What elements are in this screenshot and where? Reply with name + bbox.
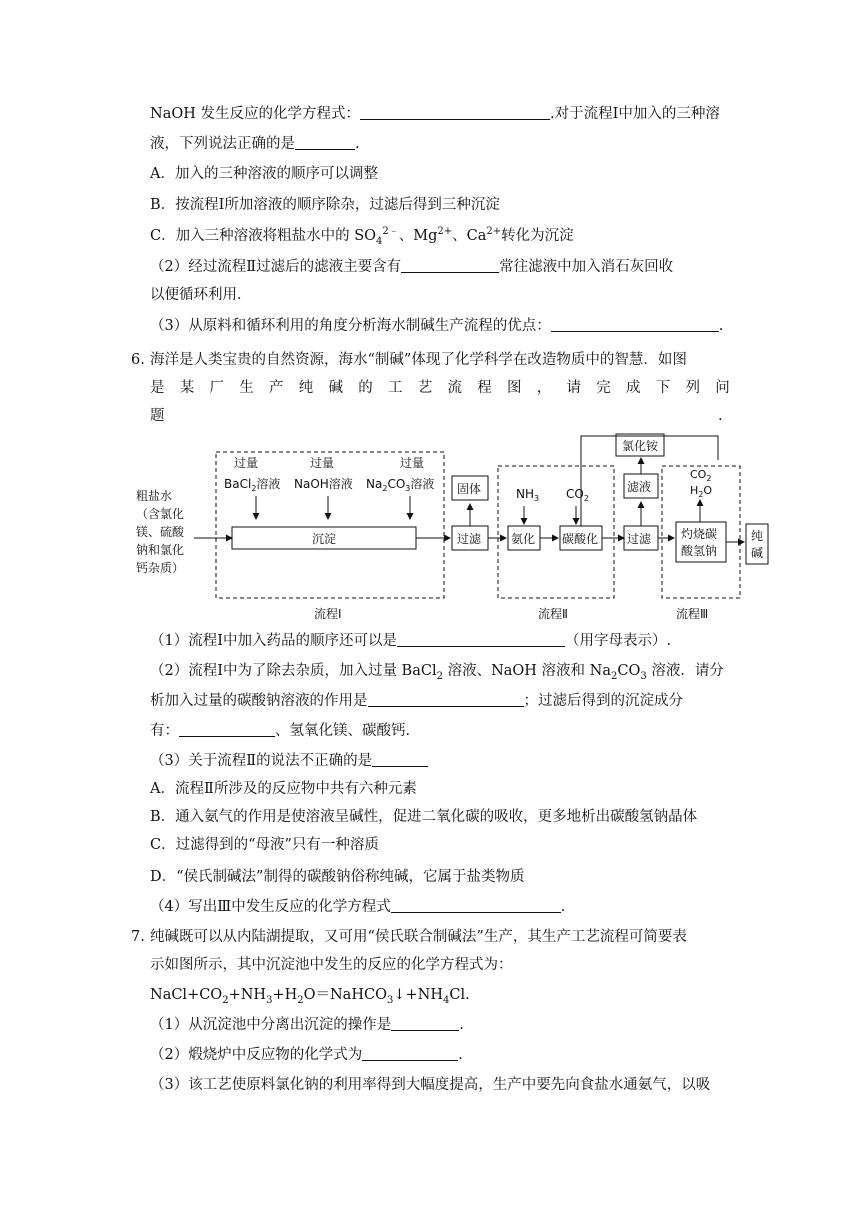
text: 转化为沉淀 (501, 228, 574, 244)
nh3-label: $NH_3$ (516, 487, 540, 503)
q7-line1: 纯碱既可以从内陆湖提取，又可用“侯氏联合制碱法”生产，其生产工艺流程可简要表 (150, 929, 687, 945)
justified-char: 列 (685, 380, 700, 396)
justified-char: 工 (388, 380, 403, 396)
q5-prompt-line (150, 134, 730, 154)
text: CO (617, 663, 641, 679)
q6-option-a: A．流程Ⅱ所涉及的反应物中共有六种元素 (150, 781, 417, 797)
q6-part3 (150, 751, 730, 771)
answer-blank[interactable] (179, 721, 275, 737)
q7-part1 (150, 1015, 730, 1035)
q6-option-d: D．“侯氏制碱法”制得的碳酸钠俗称纯碱，它属于盐类物质 (150, 869, 525, 885)
justified-char: 请 (566, 380, 581, 396)
answer-blank[interactable] (368, 691, 524, 707)
text: （1）从沉淀池中分离出沉淀的操作是 (150, 1017, 392, 1033)
reagent-na2co3: $Na_2CO_3$溶液 (366, 477, 435, 493)
justified-char: 成 (626, 380, 641, 396)
answer-blank[interactable] (551, 316, 719, 332)
q6-part2-cont (150, 691, 730, 711)
option-c: C．加入三种溶液将粗盐水中的 $SO_4^{2﹣}$、$Mg^{2+}$、$Ca^{2+}$转化为沉淀 (150, 226, 574, 247)
answer-blank[interactable] (391, 897, 561, 913)
pure-label-1: 纯 (751, 529, 764, 543)
text: 液，下列说法正确的是 (150, 136, 295, 152)
q6-part2-cont2 (150, 721, 730, 741)
q6-part1 (150, 631, 730, 651)
co2-label: $CO_2$ (566, 487, 589, 503)
text: ；过滤后得到的沉淀成分 (523, 693, 683, 709)
excess-label-1: 过量 (234, 456, 259, 470)
process-3-label: 流程Ⅲ (676, 607, 709, 621)
reagent-naoh: NaOH溶液 (294, 477, 353, 491)
text: （用字母表示）. (564, 633, 672, 649)
q7-line2: 示如图所示，其中沉淀池中发生的反应的化学方程式为： (150, 957, 513, 973)
process-2-label: 流程Ⅱ (538, 607, 568, 621)
answer-blank[interactable] (401, 257, 499, 273)
q6-line2 (150, 378, 730, 398)
reagent-bacl2: BaCl$_2$溶液 (224, 477, 281, 493)
burn-label-2: 酸氢钠 (681, 544, 718, 558)
carbonate-box: 碳酸化 (562, 532, 599, 546)
text: C．加入三种溶液将粗盐水中的 SO (150, 228, 377, 244)
raw-label-1: 粗盐水 (136, 489, 173, 503)
text: 溶液．请分 (646, 663, 724, 679)
justified-char: 厂 (209, 380, 224, 396)
text: 溶液、NaOH 溶液和 Na (442, 663, 611, 679)
text: NaOH 发生反应的化学方程式： (150, 106, 360, 122)
text: NaCl+CO (150, 987, 223, 1003)
text: . (718, 318, 724, 334)
q7-part3: （3）该工艺使原料氯化钠的利用率得到大幅度提高，生产中要先向食盐水通氨气，以吸 (150, 1077, 711, 1093)
justified-char: 是 (150, 380, 165, 396)
co2-label-3: $CO_2$ (690, 468, 712, 483)
q6-line1: 海洋是人类宝贵的自然资源，海水“制碱”体现了化学科学在改造物质中的智慧．如图 (150, 352, 687, 368)
text: （2）流程Ⅰ中为了除去杂质，加入过量 BaCl (150, 663, 437, 679)
nh4cl-box: 氯化铵 (622, 439, 659, 453)
raw-label-3: 镁、硫酸 (136, 525, 185, 539)
text: .对于流程Ⅰ中加入的三种溶 (549, 106, 720, 122)
q6-line3 (150, 406, 730, 426)
justified-char: 艺 (417, 380, 433, 396)
process-1-label: 流程Ⅰ (314, 607, 342, 621)
justified-char: 产 (269, 380, 284, 396)
answer-blank[interactable] (391, 1015, 459, 1031)
filter-box-2: 过滤 (627, 532, 652, 546)
text: （3）从原料和循环利用的角度分析海水制碱生产流程的优点： (150, 318, 551, 334)
text: . (355, 136, 360, 152)
q5-part2 (150, 257, 730, 277)
precip-box-label: 沉淀 (312, 532, 337, 546)
q6-option-b: B．通入氨气的作用是使溶液呈碱性，促进二氧化碳的吸收，更多地析出碳酸氢钠晶体 (150, 809, 698, 825)
pure-label-2: 碱 (751, 546, 764, 560)
answer-blank[interactable] (360, 104, 550, 120)
excess-label-3: 过量 (400, 456, 425, 470)
q6-option-c: C．过滤得到的“母液”只有一种溶质 (150, 837, 379, 853)
text: （3）关于流程Ⅱ的说法不正确的是 (150, 753, 373, 769)
justified-char: 碱 (328, 380, 343, 396)
text: 常往滤液中加入消石灰回收 (499, 259, 674, 275)
filtrate-box: 滤液 (627, 480, 652, 494)
text: 有： (150, 723, 179, 739)
justified-char: 问 (715, 380, 730, 396)
q5-equation-line (150, 104, 730, 124)
burn-label-1: 灼烧碳 (681, 527, 718, 541)
excess-label-2: 过量 (310, 456, 335, 470)
q7-equation: $NaCl+CO_2+NH_3+H_2O=NaHCO_3↓+NH_4Cl$. (150, 987, 470, 1006)
text: （2）煅烧炉中反应物的化学式为 (150, 1047, 363, 1063)
answer-blank[interactable] (372, 751, 428, 767)
justified-char: 生 (239, 380, 254, 396)
text: （2）经过流程Ⅱ过滤后的滤液主要含有 (150, 259, 402, 275)
filter-box-1: 过滤 (457, 532, 482, 546)
justified-char: 程 (477, 380, 492, 396)
raw-label-2: （含氯化 (136, 507, 185, 521)
question-number: 7. (131, 929, 145, 945)
justified-char: ， (536, 380, 552, 396)
q6-part4 (150, 897, 730, 917)
option-b: B．按流程Ⅰ所加溶液的顺序除杂，过滤后得到三种沉淀 (150, 197, 500, 213)
q6-part2: （2）流程Ⅰ中为了除去杂质，加入过量 BaCl$_2$ 溶液、NaOH 溶液和 $Na_2CO_3$ 溶液．请分 (150, 663, 724, 682)
justified-char: 流 (447, 380, 462, 396)
q5-part2-cont: 以便循环利用． (150, 287, 252, 303)
option-a: A．加入的三种溶液的顺序可以调整 (150, 166, 378, 182)
justified-char: 的 (358, 380, 373, 396)
text: 、Ca (452, 228, 487, 244)
question-number: 6. (131, 352, 145, 368)
raw-label-4: 钠和氯化 (136, 543, 185, 557)
text: （4）写出Ⅲ中发生反应的化学方程式 (150, 899, 391, 915)
text: （1）流程Ⅰ中加入药品的顺序还可以是 (150, 633, 397, 649)
process-flow-diagram (134, 430, 774, 626)
h2o-label: $H_2O$ (690, 484, 713, 499)
text: 题 (150, 408, 165, 424)
text: 、氢氧化镁、碳酸钙． (275, 723, 420, 739)
text: 、Mg (398, 228, 438, 244)
ammoniate-box: 氨化 (511, 532, 536, 546)
justified-char: 某 (179, 380, 195, 396)
answer-blank[interactable] (362, 1045, 458, 1061)
text: 析加入过量的碳酸钠溶液的作用是 (150, 693, 368, 709)
solid-box: 固体 (457, 482, 482, 496)
text: . (718, 408, 723, 424)
answer-blank[interactable] (397, 631, 565, 647)
text: . (560, 899, 566, 915)
justified-char: 纯 (298, 380, 314, 396)
justified-char: 下 (655, 380, 671, 396)
answer-blank[interactable] (295, 134, 355, 150)
q5-part3 (150, 316, 730, 336)
justified-char: 完 (596, 380, 611, 396)
justified-char: 图 (507, 380, 522, 396)
raw-label-5: 钙杂质） (136, 561, 185, 575)
text: . (459, 1017, 464, 1033)
text: . (458, 1047, 463, 1063)
q7-part2 (150, 1045, 730, 1065)
